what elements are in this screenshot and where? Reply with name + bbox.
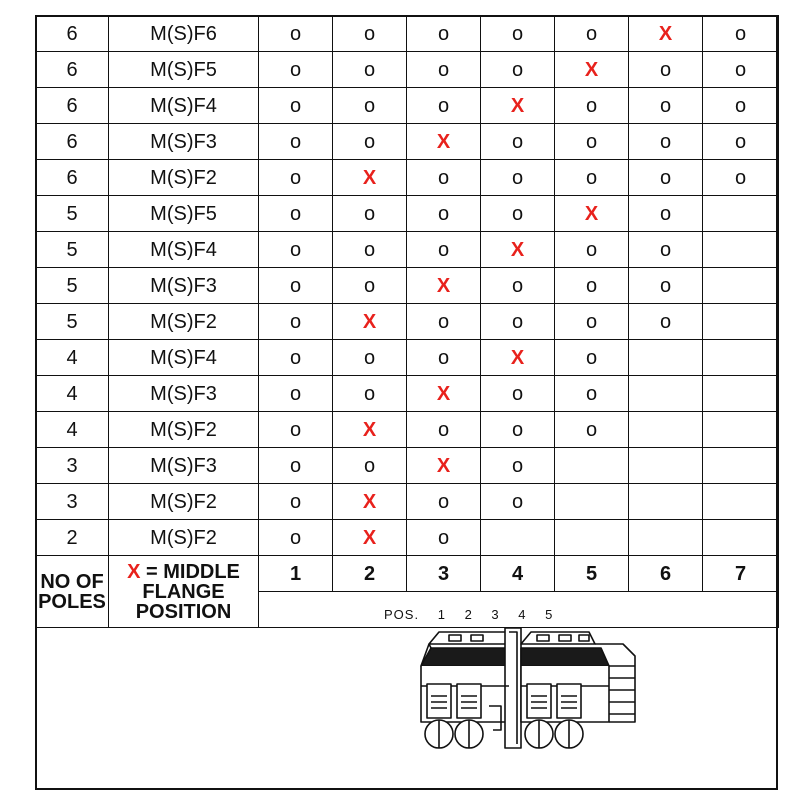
poles-cell: 6 bbox=[36, 16, 109, 52]
position-mark: o bbox=[629, 88, 703, 124]
empty-cell bbox=[703, 412, 779, 448]
position-mark: o bbox=[407, 340, 481, 376]
empty-cell bbox=[703, 268, 779, 304]
position-mark: o bbox=[333, 340, 407, 376]
empty-cell bbox=[629, 340, 703, 376]
poles-cell: 6 bbox=[36, 88, 109, 124]
empty-cell bbox=[629, 484, 703, 520]
position-mark: o bbox=[481, 412, 555, 448]
empty-cell bbox=[629, 412, 703, 448]
poles-cell: 4 bbox=[36, 340, 109, 376]
position-mark: o bbox=[333, 16, 407, 52]
position-mark: o bbox=[259, 124, 333, 160]
empty-cell bbox=[703, 376, 779, 412]
position-header-7: 7 bbox=[703, 556, 779, 592]
table-row bbox=[36, 16, 779, 52]
middle-flange-mark: X bbox=[555, 52, 629, 88]
position-mark: o bbox=[555, 412, 629, 448]
poles-cell: 5 bbox=[36, 232, 109, 268]
position-mark: o bbox=[481, 304, 555, 340]
position-mark: o bbox=[259, 160, 333, 196]
position-mark: o bbox=[555, 16, 629, 52]
flange-position-table bbox=[35, 15, 779, 628]
position-mark: o bbox=[629, 268, 703, 304]
legend-x-mark: X bbox=[127, 560, 141, 583]
model-code-cell: M(S)F5 bbox=[109, 196, 259, 232]
middle-flange-mark: X bbox=[333, 304, 407, 340]
poles-cell: 3 bbox=[36, 484, 109, 520]
table-row bbox=[36, 412, 779, 448]
model-code-cell: M(S)F2 bbox=[109, 520, 259, 556]
table-row bbox=[36, 484, 779, 520]
middle-flange-mark: X bbox=[333, 520, 407, 556]
position-mark: o bbox=[555, 340, 629, 376]
position-mark: o bbox=[555, 160, 629, 196]
model-code-cell: M(S)F6 bbox=[109, 16, 259, 52]
pos-number-4: 4 bbox=[518, 607, 527, 622]
position-mark: o bbox=[259, 16, 333, 52]
position-header-3: 3 bbox=[407, 556, 481, 592]
position-mark: o bbox=[407, 520, 481, 556]
position-mark: o bbox=[703, 16, 779, 52]
position-mark: o bbox=[259, 52, 333, 88]
empty-cell bbox=[703, 448, 779, 484]
position-mark: o bbox=[259, 412, 333, 448]
position-mark: o bbox=[407, 52, 481, 88]
middle-flange-mark: X bbox=[333, 160, 407, 196]
model-code-cell: M(S)F3 bbox=[109, 268, 259, 304]
middle-flange-mark: X bbox=[629, 16, 703, 52]
position-mark: o bbox=[481, 124, 555, 160]
empty-cell bbox=[703, 520, 779, 556]
legend-line1: = MIDDLE bbox=[146, 560, 240, 583]
position-mark: o bbox=[407, 484, 481, 520]
position-mark: o bbox=[629, 160, 703, 196]
middle-flange-mark: X bbox=[407, 448, 481, 484]
position-header-2: 2 bbox=[333, 556, 407, 592]
position-mark: o bbox=[333, 124, 407, 160]
position-mark: o bbox=[333, 268, 407, 304]
table-row bbox=[36, 340, 779, 376]
empty-cell bbox=[629, 448, 703, 484]
position-mark: o bbox=[333, 376, 407, 412]
position-mark: o bbox=[629, 124, 703, 160]
position-mark: o bbox=[407, 412, 481, 448]
pos-number-1: 1 bbox=[437, 607, 446, 622]
table-body bbox=[36, 16, 779, 556]
position-mark: o bbox=[259, 196, 333, 232]
empty-cell bbox=[629, 376, 703, 412]
empty-cell bbox=[481, 520, 555, 556]
position-mark: o bbox=[259, 304, 333, 340]
legend-line3: POSITION bbox=[135, 600, 232, 623]
middle-flange-mark: X bbox=[407, 124, 481, 160]
position-mark: o bbox=[259, 448, 333, 484]
model-code-cell: M(S)F2 bbox=[109, 304, 259, 340]
table-row bbox=[36, 448, 779, 484]
connector-drawing bbox=[409, 626, 649, 758]
position-mark: o bbox=[259, 88, 333, 124]
legend-cell bbox=[109, 556, 259, 628]
position-mark: o bbox=[555, 268, 629, 304]
position-header-5: 5 bbox=[555, 556, 629, 592]
empty-cell bbox=[703, 196, 779, 232]
pos-label: POS. bbox=[384, 607, 420, 622]
middle-flange-mark: X bbox=[481, 232, 555, 268]
table-row bbox=[36, 196, 779, 232]
position-mark: o bbox=[555, 124, 629, 160]
position-mark: o bbox=[407, 232, 481, 268]
position-mark: o bbox=[259, 268, 333, 304]
pos-number-3: 3 bbox=[491, 607, 500, 622]
position-mark: o bbox=[333, 232, 407, 268]
table-row bbox=[36, 52, 779, 88]
position-mark: o bbox=[481, 484, 555, 520]
model-code-cell: M(S)F2 bbox=[109, 160, 259, 196]
empty-cell bbox=[703, 484, 779, 520]
middle-flange-mark: X bbox=[481, 340, 555, 376]
position-mark: o bbox=[481, 52, 555, 88]
position-mark: o bbox=[703, 52, 779, 88]
empty-cell bbox=[629, 520, 703, 556]
poles-cell: 4 bbox=[36, 376, 109, 412]
position-mark: o bbox=[259, 340, 333, 376]
table-row bbox=[36, 124, 779, 160]
position-header-1: 1 bbox=[259, 556, 333, 592]
position-mark: o bbox=[629, 232, 703, 268]
model-code-cell: M(S)F4 bbox=[109, 232, 259, 268]
position-mark: o bbox=[333, 196, 407, 232]
empty-cell bbox=[703, 232, 779, 268]
position-header-row bbox=[36, 556, 779, 592]
model-code-cell: M(S)F4 bbox=[109, 88, 259, 124]
poles-cell: 5 bbox=[36, 304, 109, 340]
position-mark: o bbox=[407, 196, 481, 232]
position-mark: o bbox=[555, 232, 629, 268]
poles-cell: 2 bbox=[36, 520, 109, 556]
table-row bbox=[36, 376, 779, 412]
pos-number-5: 5 bbox=[545, 607, 554, 622]
position-mark: o bbox=[259, 484, 333, 520]
position-mark: o bbox=[481, 268, 555, 304]
empty-cell bbox=[555, 520, 629, 556]
position-mark: o bbox=[481, 160, 555, 196]
position-mark: o bbox=[629, 52, 703, 88]
model-code-cell: M(S)F3 bbox=[109, 448, 259, 484]
middle-flange-mark: X bbox=[481, 88, 555, 124]
table-row bbox=[36, 268, 779, 304]
position-mark: o bbox=[555, 304, 629, 340]
pos-number-2: 2 bbox=[464, 607, 473, 622]
position-mark: o bbox=[333, 88, 407, 124]
table-row bbox=[36, 304, 779, 340]
position-mark: o bbox=[703, 160, 779, 196]
position-mark: o bbox=[703, 88, 779, 124]
empty-cell bbox=[703, 304, 779, 340]
poles-cell: 3 bbox=[36, 448, 109, 484]
legend-line2: FLANGE bbox=[142, 580, 225, 603]
middle-flange-mark: X bbox=[555, 196, 629, 232]
position-mark: o bbox=[259, 520, 333, 556]
model-code-cell: M(S)F2 bbox=[109, 484, 259, 520]
model-code-cell: M(S)F3 bbox=[109, 124, 259, 160]
position-mark: o bbox=[629, 304, 703, 340]
position-mark: o bbox=[481, 196, 555, 232]
table-row bbox=[36, 160, 779, 196]
empty-cell bbox=[555, 448, 629, 484]
position-mark: o bbox=[629, 196, 703, 232]
poles-cell: 5 bbox=[36, 268, 109, 304]
poles-label-line2: POLES bbox=[38, 590, 106, 613]
model-code-cell: M(S)F2 bbox=[109, 412, 259, 448]
position-mark: o bbox=[481, 448, 555, 484]
position-mark: o bbox=[555, 376, 629, 412]
poles-label-line1: NO OF bbox=[40, 570, 104, 593]
position-mark: o bbox=[407, 16, 481, 52]
middle-flange-mark: X bbox=[407, 376, 481, 412]
model-code-cell: M(S)F3 bbox=[109, 376, 259, 412]
table-row bbox=[36, 520, 779, 556]
poles-cell: 6 bbox=[36, 52, 109, 88]
position-mark: o bbox=[407, 88, 481, 124]
position-mark: o bbox=[703, 124, 779, 160]
poles-cell: 4 bbox=[36, 412, 109, 448]
middle-flange-mark: X bbox=[333, 412, 407, 448]
position-mark: o bbox=[407, 160, 481, 196]
connector-figure-cell bbox=[259, 592, 779, 628]
table-row bbox=[36, 232, 779, 268]
poles-cell: 6 bbox=[36, 160, 109, 196]
poles-label-cell bbox=[36, 556, 109, 628]
position-mark: o bbox=[333, 448, 407, 484]
position-mark: o bbox=[259, 376, 333, 412]
model-code-cell: M(S)F4 bbox=[109, 340, 259, 376]
poles-cell: 5 bbox=[36, 196, 109, 232]
position-header-6: 6 bbox=[629, 556, 703, 592]
middle-flange-mark: X bbox=[333, 484, 407, 520]
middle-flange-mark: X bbox=[407, 268, 481, 304]
empty-cell bbox=[703, 340, 779, 376]
position-mark: o bbox=[481, 376, 555, 412]
position-mark: o bbox=[259, 232, 333, 268]
empty-cell bbox=[555, 484, 629, 520]
position-mark: o bbox=[333, 52, 407, 88]
position-header-4: 4 bbox=[481, 556, 555, 592]
table-row bbox=[36, 88, 779, 124]
model-code-cell: M(S)F5 bbox=[109, 52, 259, 88]
table-footer bbox=[36, 556, 779, 628]
pos-label-row bbox=[384, 608, 553, 621]
position-mark: o bbox=[407, 304, 481, 340]
position-mark: o bbox=[555, 88, 629, 124]
poles-cell: 6 bbox=[36, 124, 109, 160]
position-mark: o bbox=[481, 16, 555, 52]
